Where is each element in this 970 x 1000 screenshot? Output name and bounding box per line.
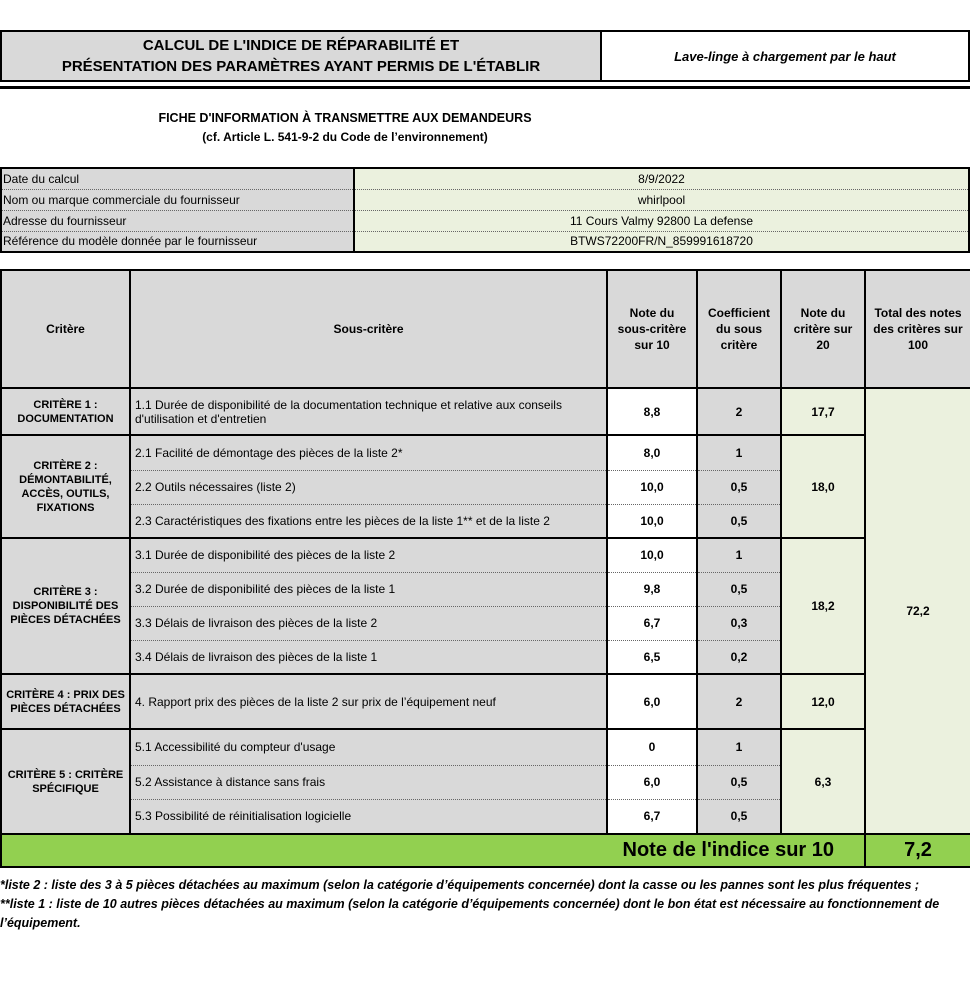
sub-criterion-score-cell: 8,8: [607, 388, 697, 435]
title-band: [0, 30, 970, 82]
sub-criterion-coefficient-cell: 1: [697, 729, 781, 765]
info-label: Nom ou marque commerciale du fournisseur: [1, 189, 354, 210]
sub-criterion-label-cell: 5.2 Assistance à distance sans frais: [130, 765, 607, 799]
criterion-name-cell: CRITÈRE 4 : PRIX DES PIÈCES DÉTACHÉES: [1, 674, 130, 729]
info-row: [1, 189, 969, 210]
sub-criterion-coefficient-cell: 2: [697, 674, 781, 729]
footnotes: [0, 876, 970, 933]
info-label: Référence du modèle donnée par le fournisseur: [1, 231, 354, 252]
sub-criterion-score-cell: 8,0: [607, 435, 697, 470]
column-header: Critère: [1, 270, 130, 388]
sub-criterion-coefficient-cell: 1: [697, 538, 781, 572]
sub-criterion-coefficient-cell: 0,5: [697, 572, 781, 606]
info-value: 8/9/2022: [354, 168, 969, 189]
footnote: *liste 2 : liste des 3 à 5 pièces détachées au maximum (selon la catégorie d’équipements concernée) dont la casse ou les pannes sont les plus fréquentes ;: [0, 878, 920, 892]
criterion-name-cell: CRITÈRE 3 : DISPONIBILITÉ DES PIÈCES DÉTACHÉES: [1, 538, 130, 674]
sub-criterion-score-cell: 6,0: [607, 765, 697, 799]
sub-criterion-score-cell: 10,0: [607, 504, 697, 538]
sub-criterion-coefficient-cell: 2: [697, 388, 781, 435]
sub-criterion-coefficient-cell: 1: [697, 435, 781, 470]
criterion-sub-row: [1, 729, 970, 765]
repairability-criteria-table: [0, 269, 970, 868]
sub-criterion-label-cell: 2.2 Outils nécessaires (liste 2): [130, 470, 607, 504]
sub-criterion-score-cell: 6,7: [607, 799, 697, 834]
criterion-sub-row: [1, 674, 970, 729]
info-row: [1, 231, 969, 252]
column-header: Total des notes des critères sur 100: [865, 270, 970, 388]
sub-criterion-score-cell: 6,5: [607, 640, 697, 674]
criterion-score-20-cell: 12,0: [781, 674, 865, 729]
sub-criterion-label-cell: 2.1 Facilité de démontage des pièces de la liste 2*: [130, 435, 607, 470]
index-score-label: Note de l'indice sur 10: [1, 834, 865, 867]
info-value: whirlpool: [354, 189, 969, 210]
column-header: Note du sous-critère sur 10: [607, 270, 697, 388]
sub-criterion-score-cell: 10,0: [607, 470, 697, 504]
document-title-line1: CALCUL DE L'INDICE DE RÉPARABILITÉ ET: [142, 37, 460, 54]
info-value: BTWS72200FR/N_859991618720: [354, 231, 969, 252]
column-header: Note du critère sur 20: [781, 270, 865, 388]
subtitle-line1: FICHE D'INFORMATION À TRANSMETTRE AUX DEMANDEURS: [158, 111, 532, 125]
sub-criterion-label-cell: 3.1 Durée de disponibilité des pièces de la liste 2: [130, 538, 607, 572]
criterion-sub-row: [1, 538, 970, 572]
criterion-score-20-cell: 18,2: [781, 538, 865, 674]
column-header: Sous-critère: [130, 270, 607, 388]
horizontal-rule: [0, 86, 970, 89]
sub-criterion-coefficient-cell: 0,2: [697, 640, 781, 674]
document-title-line2: PRÉSENTATION DES PARAMÈTRES AYANT PERMIS DE L'ÉTABLIR: [61, 58, 541, 75]
sub-criterion-label-cell: 3.3 Délais de livraison des pièces de la liste 2: [130, 606, 607, 640]
sub-criterion-label-cell: 5.3 Possibilité de réinitialisation logicielle: [130, 799, 607, 834]
sub-criterion-score-cell: 9,8: [607, 572, 697, 606]
footnote: **liste 1 : liste de 10 autres pièces détachées au maximum (selon la catégorie d’équipements concernée) dont le bon état est nécessaire au fonctionnement de l’équipement.: [0, 897, 940, 930]
sub-criterion-coefficient-cell: 0,5: [697, 799, 781, 834]
sub-criterion-coefficient-cell: 0,5: [697, 470, 781, 504]
sub-criterion-label-cell: 2.3 Caractéristiques des fixations entre les pièces de la liste 1** et de la liste 2: [130, 504, 607, 538]
info-label: Date du calcul: [1, 168, 354, 189]
criterion-sub-row: [1, 388, 970, 435]
total-score-100-cell: 72,2: [865, 388, 970, 834]
sub-criterion-label-cell: 3.4 Délais de livraison des pièces de la liste 1: [130, 640, 607, 674]
criterion-name-cell: CRITÈRE 1 : DOCUMENTATION: [1, 388, 130, 435]
sub-criterion-label-cell: 5.1 Accessibilité du compteur d'usage: [130, 729, 607, 765]
sub-criterion-score-cell: 10,0: [607, 538, 697, 572]
final-score-tbody: [1, 834, 970, 867]
criterion-score-20-cell: 18,0: [781, 435, 865, 538]
info-row: [1, 168, 969, 189]
subtitle-block: [0, 109, 690, 147]
sub-criterion-coefficient-cell: 0,5: [697, 504, 781, 538]
document-title: [2, 32, 602, 80]
sub-criterion-label-cell: 3.2 Durée de disponibilité des pièces de la liste 1: [130, 572, 607, 606]
info-row: [1, 210, 969, 231]
sub-criterion-score-cell: 6,7: [607, 606, 697, 640]
info-value: 11 Cours Valmy 92800 La defense: [354, 210, 969, 231]
subtitle-line2: (cf. Article L. 541-9-2 du Code de l’environnement): [202, 130, 488, 144]
index-score-row: [1, 834, 970, 867]
sub-criterion-score-cell: 6,0: [607, 674, 697, 729]
criterion-score-20-cell: 17,7: [781, 388, 865, 435]
sub-criterion-coefficient-cell: 0,5: [697, 765, 781, 799]
supplier-info-table: [0, 167, 970, 253]
criterion-sub-row: [1, 435, 970, 470]
sub-criterion-coefficient-cell: 0,3: [697, 606, 781, 640]
criterion-name-cell: CRITÈRE 5 : CRITÈRE SPÉCIFIQUE: [1, 729, 130, 834]
info-table-body: [1, 168, 969, 252]
sub-criterion-score-cell: 0: [607, 729, 697, 765]
index-score-value: 7,2: [865, 834, 970, 867]
sub-criterion-label-cell: 1.1 Durée de disponibilité de la documentation technique et relative aux conseils d'utilisation et d'entretien: [130, 388, 607, 435]
criterion-name-cell: CRITÈRE 2 : DÉMONTABILITÉ, ACCÈS, OUTILS, FIXATIONS: [1, 435, 130, 538]
column-header: Coefficient du sous critère: [697, 270, 781, 388]
criteria-table-body: [1, 388, 970, 834]
product-category-label: Lave-linge à chargement par le haut: [602, 32, 968, 80]
criteria-header-row: [1, 270, 970, 388]
sub-criterion-label-cell: 4. Rapport prix des pièces de la liste 2 sur prix de l’équipement neuf: [130, 674, 607, 729]
criterion-score-20-cell: 6,3: [781, 729, 865, 834]
info-label: Adresse du fournisseur: [1, 210, 354, 231]
